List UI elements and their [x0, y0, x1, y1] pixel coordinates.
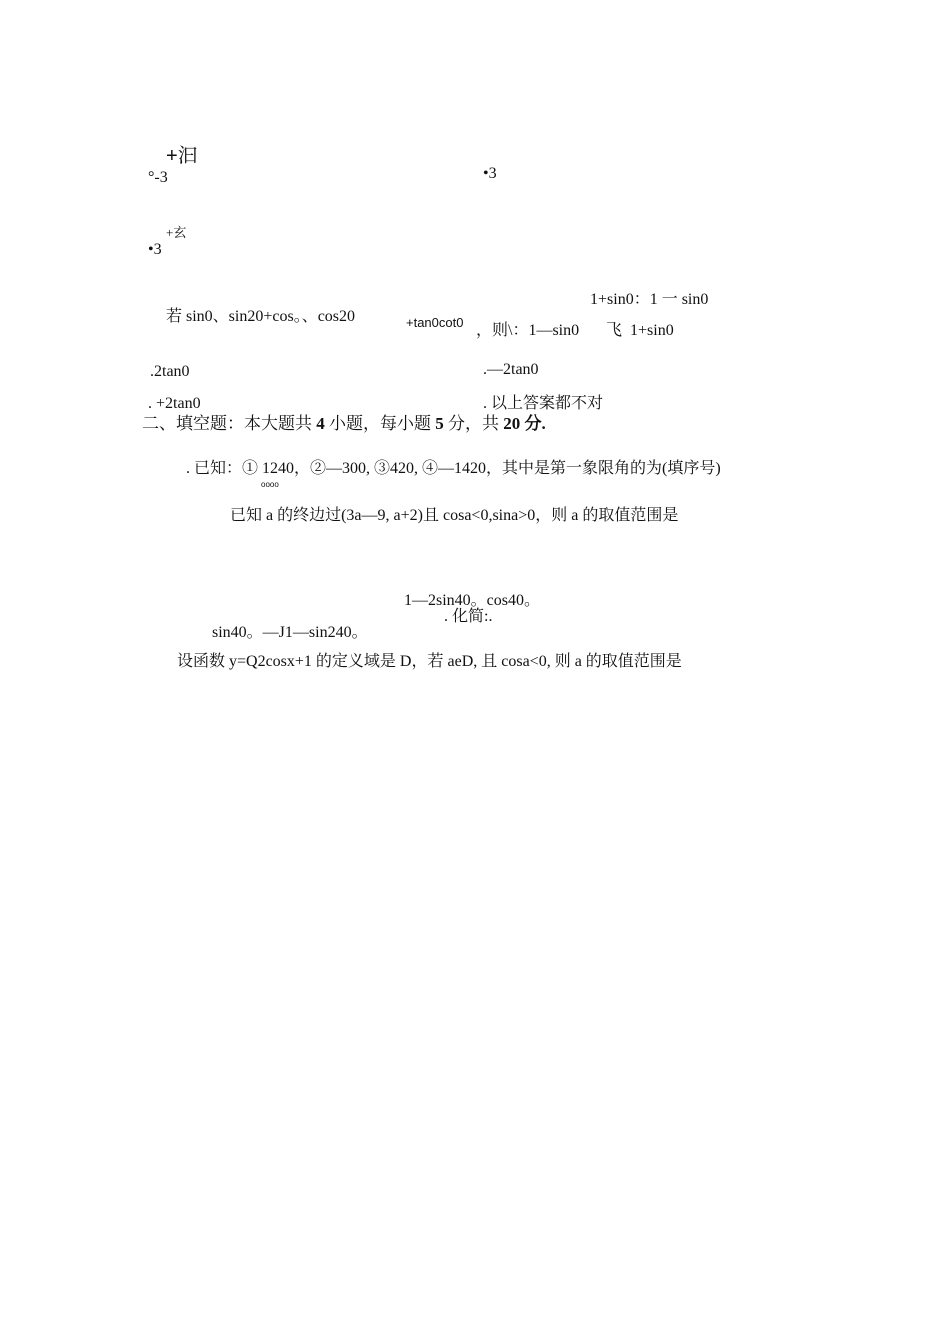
- fill-question-4: 设函数 y=Q2cosx+1 的定义域是 D，若 aeD, 且 cosa<0, 则 a 的取值范围是: [177, 653, 682, 670]
- fill-question-1: . 已知：① 1240，②—300, ③420, ④—1420，其中是第一象限角的为(填序号): [186, 460, 721, 477]
- option-b-value: •3: [483, 165, 497, 182]
- fill-question-3-label: . 化简:.: [444, 608, 493, 625]
- trig-question-fraction-right: 1+sin0: [630, 322, 674, 339]
- option-d-answer: . 以上答案都不对: [483, 395, 604, 412]
- trig-question-stem: 若 sin0、sin20+cos。、cos20: [166, 308, 356, 325]
- trig-question-fraction-top: 1+sin0：1 一 sin0: [590, 291, 709, 308]
- fill-question-3-numerator: 1—2sin40。cos40。: [404, 592, 541, 609]
- section-2-heading: 二、填空题：本大题共 4 小题，每小题 5 分，共 20 分.: [142, 414, 546, 433]
- trig-question-middle: ，则\：1—sin0: [476, 322, 580, 339]
- option-c-answer: . +2tan0: [148, 395, 201, 412]
- fill-question-3-denominator: sin40。—J1—sin240。: [212, 624, 368, 641]
- trig-question-tan-cot: +tan0cot0: [406, 315, 464, 330]
- option-a-value: °-3: [148, 169, 168, 186]
- option-b-answer: .—2tan0: [483, 361, 539, 378]
- fill-question-1-marks: oooo: [261, 480, 279, 489]
- option-a-superscript: +汩: [166, 145, 198, 167]
- fill-question-2: 已知 a 的终边过(3a—9, a+2)且 cosa<0,sina>0，则 a 的取值范围是: [230, 507, 679, 524]
- option-c-value: •3: [148, 241, 162, 258]
- option-c-superscript: +玄: [166, 225, 187, 240]
- trig-question-fraction-symbol: 飞: [606, 322, 623, 339]
- option-a-answer: .2tan0: [150, 363, 190, 380]
